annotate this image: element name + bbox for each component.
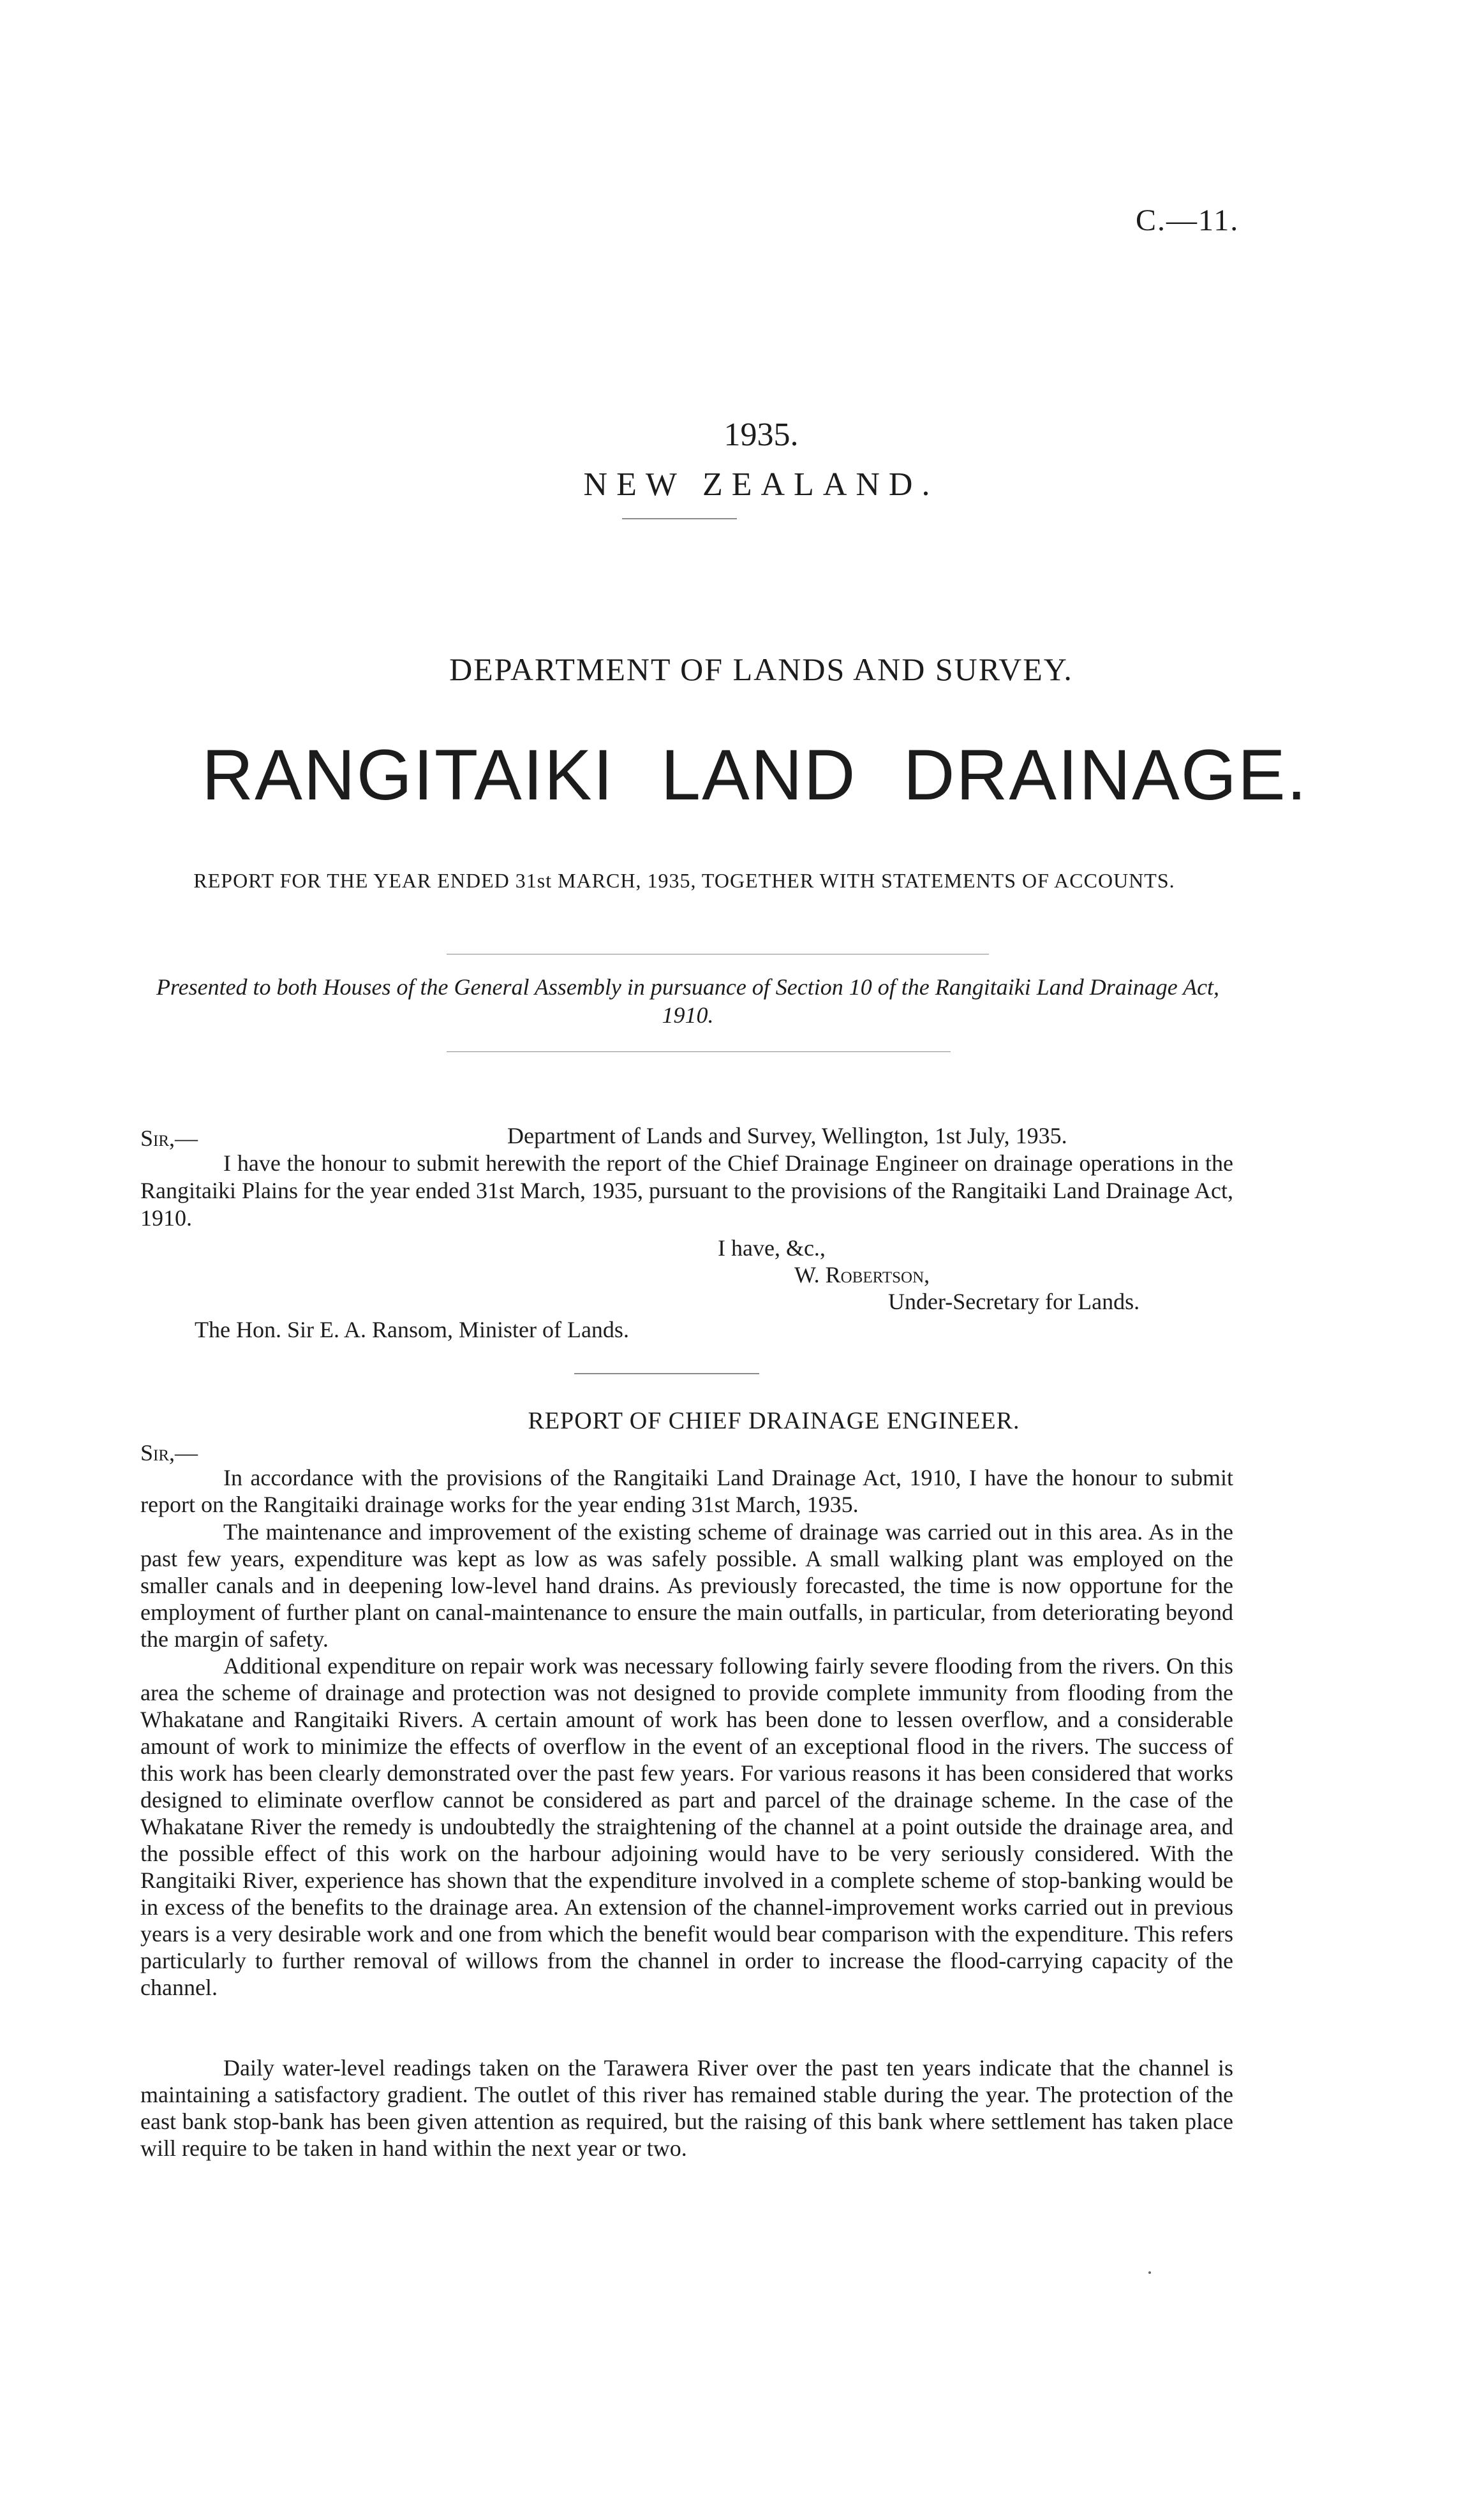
presentation-note: Presented to both Houses of the General Assembly in pursuance of Section 10 of the Rangitaiki Land Drainage Act, 1910.: [156, 974, 1220, 1028]
report-paragraph: In accordance with the provisions of the Rangitaiki Land Drainage Act, 1910, I have the honour to submit report on the Rangitaiki drainage works for the year ending 31st March, 1935.: [140, 1465, 1233, 1517]
report-paragraph: Additional expenditure on repair work was necessary following fairly severe flooding from the rivers. On this area the scheme of drainage and protection was not designed to provide complete immunity from flooding from the Whakatane and Rangitaiki Rivers. A certain amount of work has been done to lessen overflow, and a considerable amount of work to minimize the effects of overflow in the event of an exceptional flood in the rivers. The success of this work has been clearly demonstrated over the past few years. For various reasons it has been considered that works designed to eliminate overflow cannot be considered as part and parcel of the drainage scheme. In the case of the Whakatane River the remedy is undoubtedly the straightening of the channel at a point outside the drainage area, and the possible effect of this work on the harbour adjoining would have to be very seriously considered. With the Rangitaiki River, experience has shown that the expenditure involved in a complete scheme of stop-banking would be in excess of the benefits to the drainage area. An extension of the channel-improvement works carried out in previous years is a very desirable work and one from which the benefit would bear comparison with the expenditure. This refers particularly to further removal of willows from the channel in order to increase the flood-carrying capacity of the channel.: [140, 1653, 1233, 2000]
divider-rule: [574, 1373, 759, 1374]
document-reference: C.—11.: [1136, 204, 1240, 237]
print-speck: [1148, 2271, 1151, 2274]
report-paragraph: The maintenance and improvement of the existing scheme of drainage was carried out in this area. As in the past few years, expenditure was kept as low as was safely possible. A small walking plant was employed on the smaller canals and in deepening low-level hand drains. As previously forecasted, the time is now opportune for the employment of further plant on canal-maintenance to ensure the main outfalls, in particular, from deteriorating beyond the margin of safety.: [140, 1519, 1233, 1652]
divider-rule: [622, 518, 737, 519]
document-year: 1935.: [723, 417, 799, 453]
country-heading: NEW ZEALAND.: [583, 466, 939, 503]
report-salutation: Sir,—: [140, 1440, 198, 1466]
letter-body: I have the honour to submit herewith the report of the Chief Drainage Engineer on drainage operations in the Rangitaiki Plains for the year ended 31st March, 1935, pursuant to the provisions of the Rangitaiki Land Drainage Act, 1910.: [140, 1150, 1233, 1231]
department-heading: DEPARTMENT OF LANDS AND SURVEY.: [449, 651, 1073, 687]
letter-signatory-title: Under-Secretary for Lands.: [888, 1289, 1140, 1314]
letter-addressee: The Hon. Sir E. A. Ransom, Minister of Lands.: [195, 1317, 629, 1342]
document-subtitle: REPORT FOR THE YEAR ENDED 31st MARCH, 1935, TOGETHER WITH STATEMENTS OF ACCOUNTS.: [193, 869, 1175, 892]
report-paragraph: Daily water-level readings taken on the Tarawera River over the past ten years indicate that the channel is maintaining a satisfactory gradient. The outlet of this river has remained stable during the year. The protection of the east bank stop-bank has been given attention as required, but the raising of this bank where settlement has taken place will require to be taken in hand within the next year or two.: [140, 2055, 1233, 2161]
document-title: RANGITAIKI LAND DRAINAGE.: [202, 735, 1308, 815]
report-heading: REPORT OF CHIEF DRAINAGE ENGINEER.: [528, 1407, 1020, 1434]
letter-address: Department of Lands and Survey, Wellington, 1st July, 1935.: [507, 1123, 1067, 1148]
letter-salutation: Sir,—: [140, 1125, 198, 1151]
letter-closing: I have, &c.,: [718, 1235, 826, 1261]
divider-rule: [447, 1051, 951, 1052]
letter-signatory: W. Robertson,: [794, 1262, 930, 1288]
